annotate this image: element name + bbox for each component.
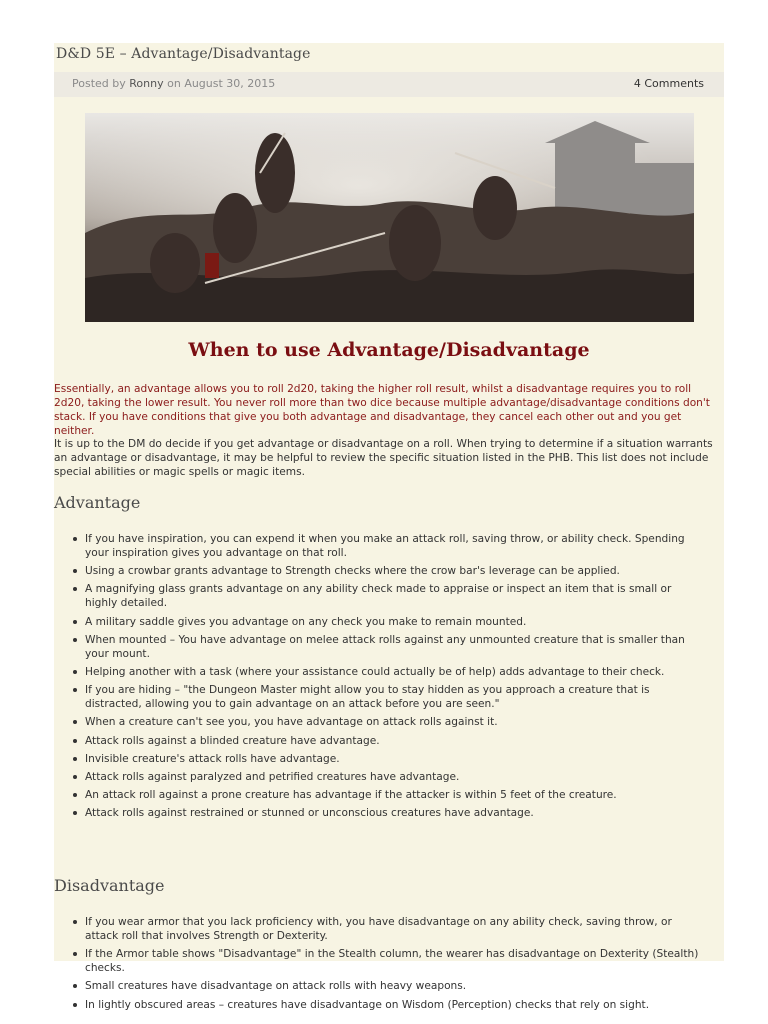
post-header <box>54 43 724 103</box>
post-content <box>54 111 724 1011</box>
posted-by-label: Posted by <box>72 77 126 90</box>
list-item: Invisible creature's attack rolls have advantage. <box>54 752 704 766</box>
disadvantage-list <box>54 915 704 1016</box>
list-item: When a creature can't see you, you have advantage on attack rolls against it. <box>54 715 704 729</box>
list-item: Attack rolls against restrained or stunned or unconscious creatures have advantage. <box>54 806 704 820</box>
hero-blood-accent <box>205 253 219 278</box>
hero-image <box>85 113 694 322</box>
main-heading: When to use Advantage/Disadvantage <box>188 339 590 361</box>
post-meta <box>72 77 275 90</box>
list-item: If you wear armor that you lack proficiency with, you have disadvantage on any ability check, saving throw, or attack roll that involves Strength or Dexterity. <box>54 915 704 943</box>
author-link[interactable]: Ronny <box>129 77 164 90</box>
list-item: Attack rolls against a blinded creature have advantage. <box>54 734 704 748</box>
list-item: Small creatures have disadvantage on attack rolls with heavy weapons. <box>54 979 704 993</box>
list-item: When mounted – You have advantage on melee attack rolls against any unmounted creature that is smaller than your mount. <box>54 633 704 661</box>
list-item: Using a crowbar grants advantage to Strength checks where the crow bar's leverage can be applied. <box>54 564 704 578</box>
post-container <box>54 43 724 1011</box>
list-item: If you have inspiration, you can expend it when you make an attack roll, saving throw, or ability check. Spending your inspiration gives you advantage on that roll. <box>54 532 704 560</box>
disadvantage-heading: Disadvantage <box>54 876 165 895</box>
list-item: Attack rolls against paralyzed and petrified creatures have advantage. <box>54 770 704 784</box>
list-item: In lightly obscured areas – creatures have disadvantage on Wisdom (Perception) checks that rely on sight. <box>54 998 704 1012</box>
list-item: If the Armor table shows "Disadvantage" in the Stealth column, the wearer has disadvantage on Dexterity (Stealth) checks. <box>54 947 704 975</box>
advantage-heading: Advantage <box>54 493 141 512</box>
dm-paragraph: It is up to the DM do decide if you get advantage or disadvantage on a roll. When trying to determine if a situation warrants an advantage or disadvantage, it may be helpful to review the specific situation listed in the PHB. This list does not include special abilities or magic spells or magic items. <box>54 438 713 478</box>
on-label: on <box>167 77 181 90</box>
list-item: A magnifying glass grants advantage on any ability check made to appraise or inspect an item that is small or highly detailed. <box>54 582 704 610</box>
post-date[interactable]: August 30, 2015 <box>184 77 276 90</box>
list-item: Helping another with a task (where your assistance could actually be of help) adds advantage to their check. <box>54 665 704 679</box>
list-item: If you are hiding – "the Dungeon Master might allow you to stay hidden as you approach a creature that is distracted, allowing you to gain advantage on an attack before you are seen." <box>54 683 704 711</box>
list-item: An attack roll against a prone creature has advantage if the attacker is within 5 feet of the creature. <box>54 788 704 802</box>
intro-paragraph: Essentially, an advantage allows you to roll 2d20, taking the higher roll result, whilst a disadvantage requires you to roll 2d20, taking the lower result. You never roll more than two dice because multiple advantage/disadvantage conditions don't stack. If you have conditions that give you both advantage and disadvantage, they cancel each other out and you get neither. <box>54 383 710 437</box>
comments-link[interactable]: 4 Comments <box>633 77 704 90</box>
post-title[interactable]: D&D 5E – Advantage/Disadvantage <box>56 46 311 62</box>
advantage-list <box>54 532 704 824</box>
post-meta-bar <box>54 72 724 97</box>
list-item: A military saddle gives you advantage on any check you make to remain mounted. <box>54 615 704 629</box>
